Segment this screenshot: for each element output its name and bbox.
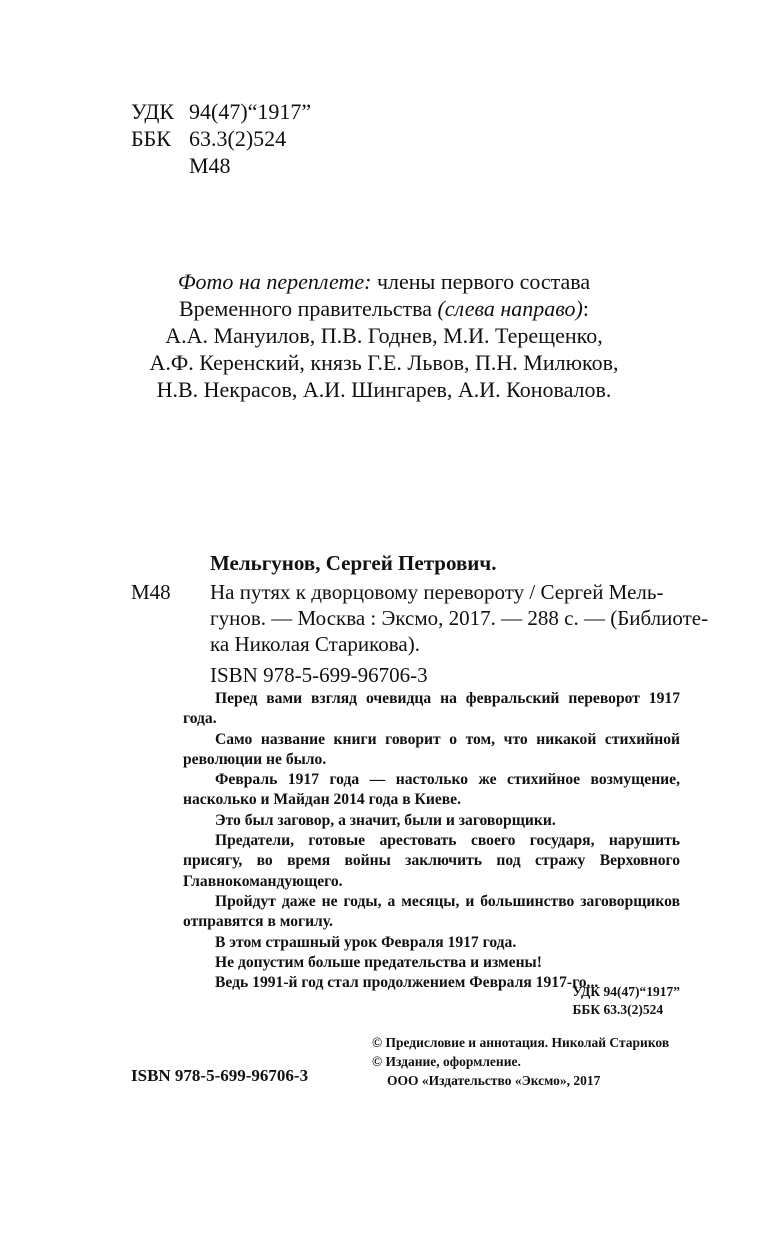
- udk-row: [131, 98, 311, 125]
- caption-names-1: А.А. Мануилов, П.В. Годнев, М.И. Терещенко,: [165, 323, 603, 348]
- catalog-author: Мельгунов, Сергей Петрович.: [210, 551, 497, 575]
- catalog-line-1: На путях к дворцовому перевороту / Сергей Мель-: [210, 580, 664, 604]
- imprint-bbk: ББК 63.3(2)524: [572, 1002, 664, 1017]
- cover-caption: [120, 268, 648, 403]
- copyright-line-1: © Предисловие и аннотация. Николай Стариков: [372, 1035, 670, 1050]
- catalog-line-2: гунов. — Москва : Эксмо, 2017. — 288 с. — (Библиоте-: [210, 606, 709, 630]
- annotation-paragraph: Пройдут даже не годы, а месяцы, и большинство заговорщиков отправятся в могилу.: [183, 892, 680, 931]
- annotation-paragraph: В этом страшный урок Февраля 1917 года.: [215, 933, 517, 951]
- copyright-block: [372, 1033, 669, 1090]
- classification-block: [131, 98, 311, 179]
- caption-names-2: А.Ф. Керенский, князь Г.Е. Львов, П.Н. Милюков,: [149, 350, 619, 375]
- copyright-line-3: ООО «Издательство «Эксмо», 2017: [387, 1073, 601, 1088]
- bbk-row: [131, 125, 311, 152]
- annotation: [183, 689, 680, 993]
- annotation-paragraph: Перед вами взгляд очевидца на февральский переворот 1917 года.: [183, 690, 680, 728]
- caption-line2-text: Временного правительства: [178, 296, 438, 321]
- annotation-paragraph: Предатели, готовые арестовать своего государя, нарушить присягу, во время войны заключить под стражу Верховного Главнокомандующего.: [183, 832, 680, 890]
- isbn-bottom: ISBN 978-5-699-96706-3: [131, 1066, 309, 1085]
- caption-line-1: [120, 268, 648, 295]
- copyright-line-2: © Издание, оформление.: [372, 1054, 521, 1069]
- udk-value: 94(47)“1917”: [189, 99, 312, 124]
- annotation-paragraph: Само название книги говорит о том, что никакой стихийной революции не было.: [183, 730, 680, 768]
- caption-lead-italic: Фото на переплете:: [177, 269, 372, 294]
- annotation-paragraph: Не допустим больше предательства и измены!: [215, 953, 542, 971]
- udk-label: УДК: [131, 99, 175, 124]
- caption-line-2: [120, 295, 648, 322]
- catalog-mark: М48: [131, 580, 171, 604]
- imprint-codes: [573, 983, 681, 1019]
- bbk-value: 63.3(2)524: [189, 126, 287, 151]
- annotation-paragraph: Это был заговор, а значит, были и заговорщики.: [215, 811, 556, 829]
- caption-line2-end: :: [582, 296, 589, 321]
- bbk-label: ББК: [131, 126, 171, 151]
- imprint-udk: УДК 94(47)“1917”: [572, 984, 680, 999]
- caption-line2-italic: (слева направо): [437, 296, 583, 321]
- annotation-paragraph: Ведь 1991-й год стал продолжением Февраля 1917-го...: [215, 974, 599, 992]
- catalog-isbn: ISBN 978-5-699-96706-3: [210, 663, 428, 687]
- author-mark: М48: [189, 153, 231, 178]
- catalog-line-3: ка Николая Старикова).: [210, 632, 420, 656]
- author-mark-row: [131, 152, 311, 179]
- caption-names-3: Н.В. Некрасов, А.И. Шингарев, А.И. Коновалов.: [156, 377, 612, 402]
- annotation-paragraph: Февраль 1917 года — настолько же стихийное возмущение, насколько и Майдан 2014 года в Киеве.: [183, 771, 680, 809]
- caption-lead-rest: члены первого состава: [371, 269, 591, 294]
